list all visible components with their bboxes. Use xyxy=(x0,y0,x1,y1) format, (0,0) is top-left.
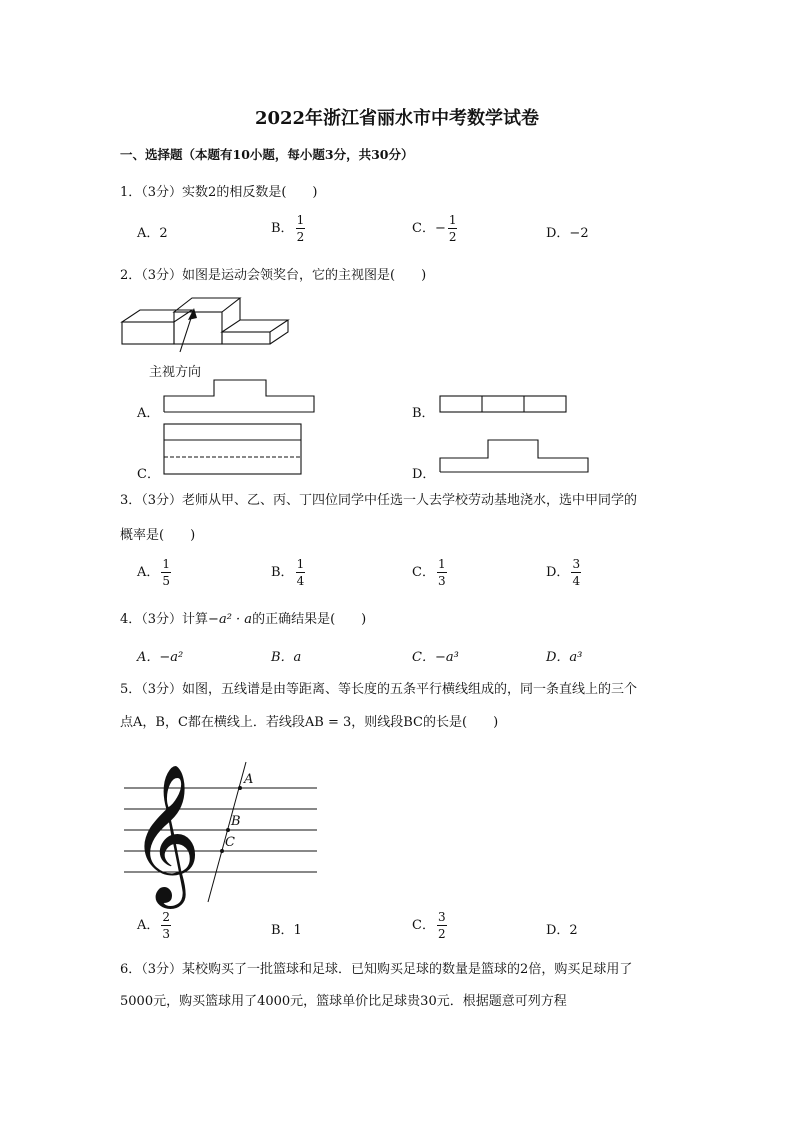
q4-option-b: B．a xyxy=(271,650,302,665)
fraction: $\frac{1}{3}$ xyxy=(437,557,446,588)
question-4-stem: 4．（3分）计算−a² · a的正确结果是( ) xyxy=(120,612,367,627)
label-point-c: C xyxy=(225,835,235,850)
q4-option-a: A．−a² xyxy=(137,650,184,665)
q2-option-a-figure xyxy=(160,376,320,416)
section-heading: 一、选择题（本题有10小题，每小题3分，共30分） xyxy=(120,147,414,162)
question-6-stem-line1: 6．（3分）某校购买了一批篮球和足球．已知购买足球的数量是篮球的2倍，购买足球用了 xyxy=(120,962,633,977)
q3-option-b: B． $\frac{1}{4}$ xyxy=(271,557,305,588)
label-point-b: B xyxy=(231,814,241,829)
question-1-stem: 1．（3分）实数2的相反数是( ) xyxy=(120,185,318,200)
q1-option-c: C．− $\frac{1}{2}$ xyxy=(412,213,457,244)
page-title: 2022年浙江省丽水市中考数学试卷 xyxy=(254,108,540,129)
q4-option-c: C．−a³ xyxy=(412,650,459,665)
q4-option-d: D．a³ xyxy=(546,650,583,665)
q4-expression: −a² · a xyxy=(208,612,253,627)
q1-option-b: B． $\frac{1}{2}$ xyxy=(271,213,305,244)
question-6-stem-line2: 5000元，购买篮球用了4000元，篮球单价比足球贵30元．根据题意可列方程 xyxy=(120,994,567,1009)
fraction: $\frac{1}{5}$ xyxy=(162,557,171,588)
point-b xyxy=(226,828,230,832)
q2-option-b-figure xyxy=(436,392,570,416)
q2-option-c: C． xyxy=(137,467,160,482)
q3-option-a: A． $\frac{1}{5}$ xyxy=(137,557,171,588)
fraction: $\frac{1}{2}$ xyxy=(296,213,305,244)
q2-option-d: D． xyxy=(412,467,436,482)
q5-option-a: A． $\frac{2}{3}$ xyxy=(137,910,171,941)
q2-option-c-figure xyxy=(160,420,306,478)
label-point-a: A xyxy=(244,772,254,787)
point-a xyxy=(238,786,242,790)
fraction: $\frac{3}{4}$ xyxy=(572,557,581,588)
treble-clef: 𝄞 xyxy=(130,764,201,903)
q2-option-d-figure xyxy=(436,436,592,476)
fraction: $\frac{1}{2}$ xyxy=(448,213,457,244)
q2-option-b: B． xyxy=(412,406,435,421)
q2-option-a: A． xyxy=(137,406,160,421)
q5-option-b: B．1 xyxy=(271,923,302,938)
q5-option-d: D．2 xyxy=(546,923,578,938)
fraction: $\frac{2}{3}$ xyxy=(162,910,171,941)
q1-option-a: A．2 xyxy=(137,226,168,241)
fraction: $\frac{3}{2}$ xyxy=(437,910,446,941)
podium-figure xyxy=(118,290,298,380)
point-c xyxy=(220,849,224,853)
view-direction-label: 主视方向 xyxy=(149,365,202,380)
staff-figure xyxy=(118,750,322,906)
fraction: $\frac{1}{4}$ xyxy=(296,557,305,588)
q1-option-d: D．−2 xyxy=(546,226,589,241)
question-5-stem-line1: 5．（3分）如图，五线谱是由等距离、等长度的五条平行横线组成的，同一条直线上的三个 xyxy=(120,682,638,697)
question-5-stem-line2: 点A，B，C都在横线上．若线段AB = 3，则线段BC的长是( ) xyxy=(120,715,499,730)
q3-option-d: D． $\frac{3}{4}$ xyxy=(546,557,581,588)
question-2-stem: 2．（3分）如图是运动会领奖台，它的主视图是( ) xyxy=(120,268,427,283)
question-3-stem-line1: 3．（3分）老师从甲、乙、丙、丁四位同学中任选一人去学校劳动基地浇水，选中甲同学的 xyxy=(120,493,638,508)
q3-option-c: C． $\frac{1}{3}$ xyxy=(412,557,446,588)
question-3-stem-line2: 概率是( ) xyxy=(120,528,196,543)
q5-option-c: C． $\frac{3}{2}$ xyxy=(412,910,446,941)
line-abc xyxy=(208,762,246,902)
